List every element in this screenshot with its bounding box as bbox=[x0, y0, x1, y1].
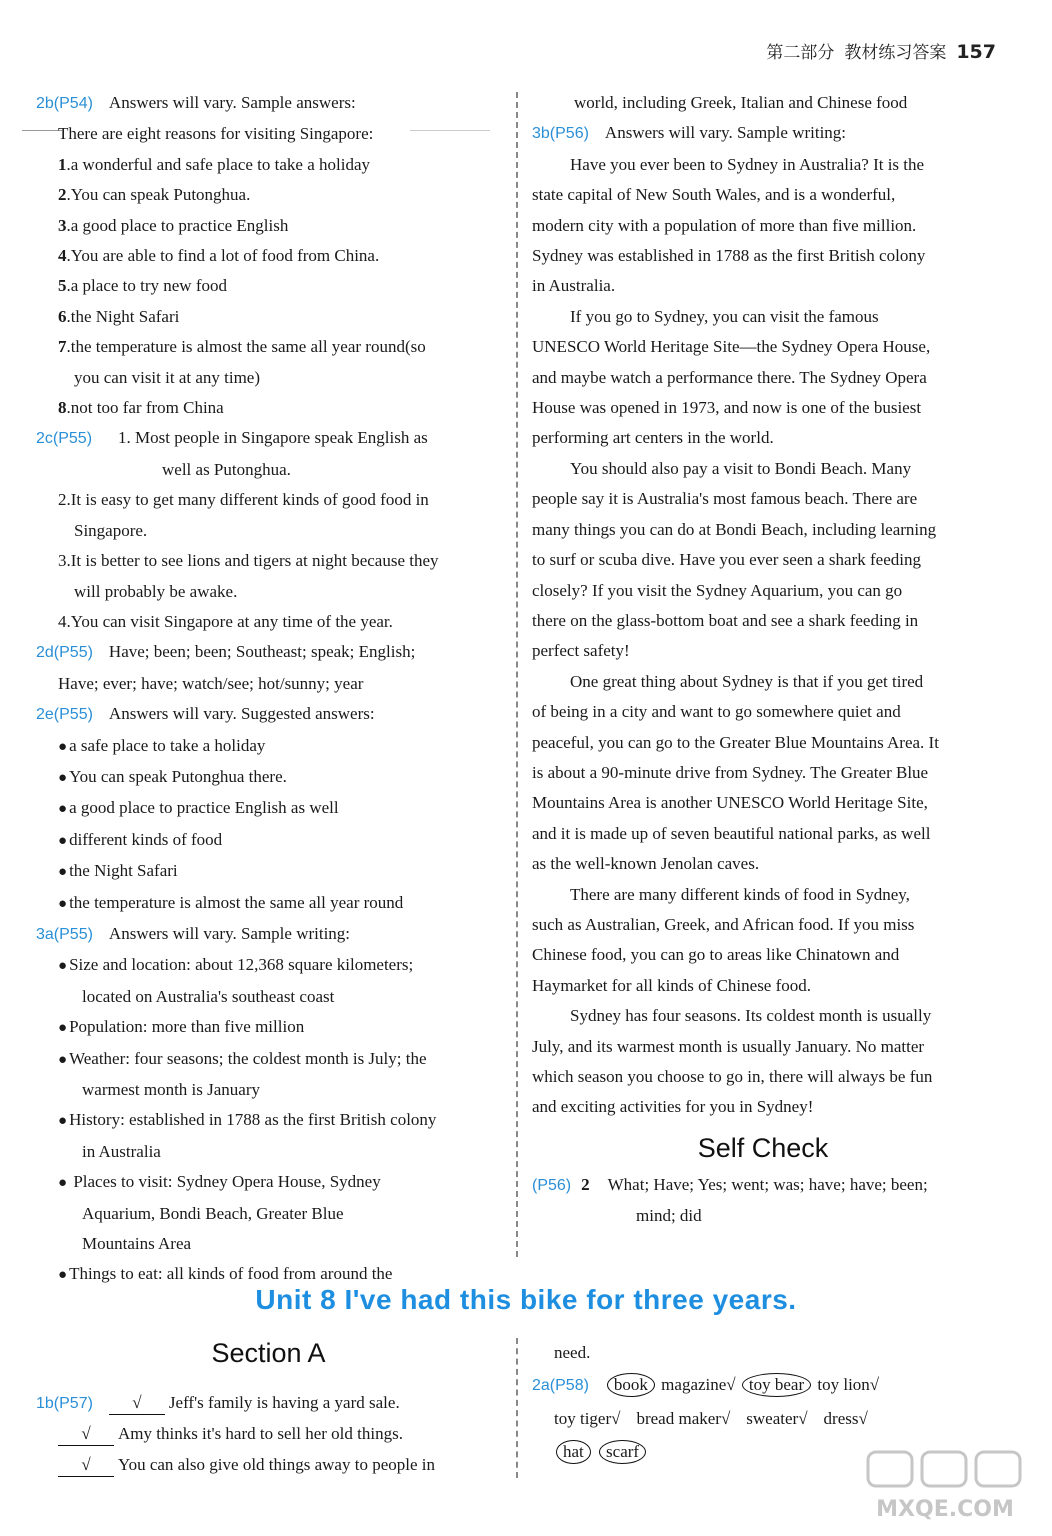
column-divider bbox=[516, 92, 518, 1257]
paragraph bbox=[532, 454, 994, 667]
text-line: House was opened in 1973, and now is one of the busiest bbox=[532, 398, 922, 418]
exercise-1b bbox=[36, 1388, 501, 1480]
text-line: which season you choose to go in, there will always be fun bbox=[532, 1067, 933, 1086]
text-line: Mountains Area is another UNESCO World Heritage Site, bbox=[532, 793, 928, 813]
list-item: 1.a wonderful and safe place to take a holiday bbox=[58, 154, 371, 174]
exercise-tag: 2e(P55) bbox=[36, 706, 93, 724]
answer-continued: world, including Greek, Italian and Chinese food bbox=[574, 93, 908, 112]
bullet-icon: ● bbox=[58, 738, 68, 755]
bullet-item: ● Weather: four seasons; the coldest month is July; the bbox=[58, 1048, 427, 1068]
bullet-icon: ● bbox=[58, 1267, 68, 1284]
exercise-2b-heading bbox=[36, 88, 501, 119]
bullet-icon: ● bbox=[58, 958, 68, 975]
section-title: Section A bbox=[211, 1338, 326, 1368]
text-line: If you go to Sydney, you can visit the famous bbox=[570, 306, 879, 326]
bullet-item-continued: warmest month is January bbox=[82, 1080, 260, 1099]
paragraph bbox=[532, 150, 994, 302]
answer-line: well as Putonghua. bbox=[162, 459, 291, 479]
bullet-icon: ● bbox=[58, 1051, 68, 1068]
bullet-item: ● the temperature is almost the same all year round bbox=[58, 892, 404, 912]
answer-line: Jeff's family is having a yard sale. bbox=[168, 1393, 400, 1412]
bullet-icon: ● bbox=[58, 1113, 68, 1130]
word-list-row bbox=[532, 1368, 994, 1402]
text-line: July, and its warmest month is usually January. No matter bbox=[532, 1036, 925, 1056]
bullet-item-continued: Aquarium, Bondi Beach, Greater Blue bbox=[82, 1203, 344, 1223]
header-section: 第二部分 bbox=[766, 43, 835, 63]
answer-line: Have; been; been; Southeast; speak; English; bbox=[108, 642, 416, 662]
watermark-logo bbox=[860, 1446, 1030, 1526]
bullet-item: ● Size and location: about 12,368 square kilometers; bbox=[58, 955, 414, 975]
bullet-item: ● a good place to practice English as well bbox=[58, 798, 339, 818]
circled-word: scarf bbox=[599, 1440, 646, 1464]
text-line: modern city with a population of more than five million. bbox=[532, 215, 917, 235]
bullet-item: ● Population: more than five million bbox=[58, 1017, 305, 1037]
paragraph bbox=[532, 667, 994, 880]
text-line: many things you can do at Bondi Beach, including learning bbox=[532, 519, 937, 539]
header-subtitle: 教材练习答案 bbox=[844, 43, 947, 63]
text-line: UNESCO World Heritage Site—the Sydney Opera House, bbox=[532, 337, 931, 357]
circled-word: book bbox=[607, 1373, 655, 1397]
answer-line: You can also give old things away to people in bbox=[118, 1454, 435, 1474]
bullet-icon: ● bbox=[58, 864, 68, 881]
answer-line: Amy thinks it's hard to sell her old things. bbox=[118, 1424, 403, 1444]
exercise-tag: 1b(P57) bbox=[36, 1395, 93, 1412]
bullet-icon: ● bbox=[58, 1020, 68, 1037]
bullet-item: ● the Night Safari bbox=[58, 861, 178, 881]
word: sweater√ bbox=[746, 1409, 808, 1429]
exercise-intro: Answers will vary. Sample writing: bbox=[108, 923, 351, 943]
word: dress√ bbox=[823, 1409, 868, 1429]
exercise-lead: There are eight reasons for visiting Singapore: bbox=[58, 124, 374, 144]
bullet-item: ● History: established in 1788 as the first British colony bbox=[58, 1110, 437, 1130]
bullet-icon: ● bbox=[58, 1175, 68, 1192]
text-line: peaceful, you can go to the Greater Blue Mountains Area. It bbox=[532, 732, 939, 752]
text-line: and it is made up of seven beautiful national parks, as well bbox=[532, 823, 931, 843]
column-divider bbox=[516, 1338, 518, 1478]
text-line: and maybe watch a performance there. The Sydney Opera bbox=[532, 367, 927, 387]
bullet-icon: ● bbox=[58, 895, 68, 912]
text-line: there on the glass-bottom boat and see a shark feeding in bbox=[532, 610, 919, 630]
word-list-row bbox=[532, 1402, 994, 1435]
check-mark-icon: √ bbox=[58, 1454, 114, 1477]
bullet-item: ● Places to visit: Sydney Opera House, Sydney bbox=[58, 1172, 381, 1192]
list-item: 3.a good place to practice English bbox=[58, 215, 289, 235]
check-item bbox=[36, 1419, 501, 1449]
text-line: and exciting activities for you in Sydney! bbox=[532, 1097, 814, 1117]
text-line: One great thing about Sydney is that if you get tired bbox=[570, 671, 924, 691]
text-line: closely? If you visit the Sydney Aquarium, you can go bbox=[532, 580, 903, 600]
bullet-icon: ● bbox=[58, 832, 68, 849]
text-line: as the well-known Jenolan caves. bbox=[532, 854, 760, 874]
bullet-item: ● a safe place to take a holiday bbox=[58, 735, 266, 755]
unit-title: Unit 8 I've had this bike for three years. bbox=[255, 1284, 797, 1315]
exercise-2d-heading bbox=[36, 637, 501, 668]
exercise-tag: (P56) bbox=[532, 1176, 572, 1194]
text-line: such as Australian, Greek, and African food. If you miss bbox=[532, 914, 915, 934]
answer-line: 2.It is easy to get many different kinds of good food in bbox=[58, 490, 429, 510]
word: toy tiger√ bbox=[554, 1409, 621, 1429]
circled-word: hat bbox=[556, 1440, 591, 1464]
text-line: to surf or scuba dive. Have you ever seen a shark feeding bbox=[532, 550, 921, 570]
list-item: 8.not too far from China bbox=[58, 398, 224, 418]
list-item: 4.You are able to find a lot of food from China. bbox=[58, 246, 380, 266]
answer-line: 4.You can visit Singapore at any time of the year. bbox=[58, 611, 393, 631]
text-line: Haymarket for all kinds of Chinese food. bbox=[532, 975, 812, 995]
self-check-title: Self Check bbox=[697, 1132, 829, 1163]
text-line: is about a 90-minute drive from Sydney. The Greater Blue bbox=[532, 762, 929, 782]
page-header bbox=[766, 38, 996, 63]
list-item: 2.You can speak Putonghua. bbox=[58, 185, 251, 205]
question-number: 2 bbox=[581, 1174, 590, 1194]
exercise-intro: Answers will vary. Sample answers: bbox=[108, 93, 356, 112]
paragraph bbox=[532, 302, 994, 454]
paragraph bbox=[532, 880, 994, 1002]
exercise-tag: 3b(P56) bbox=[532, 125, 589, 143]
exercise-tag: 2c(P55) bbox=[36, 430, 93, 448]
answer-continued: need. bbox=[554, 1343, 591, 1362]
word: magazine√ bbox=[661, 1375, 736, 1395]
check-item bbox=[36, 1450, 501, 1480]
list-item: 7.the temperature is almost the same all year round(so bbox=[58, 337, 426, 357]
list-item: 5.a place to try new food bbox=[58, 276, 227, 296]
right-column bbox=[532, 88, 994, 1232]
word: toy lion√ bbox=[817, 1375, 880, 1395]
watermark-text: MXQE.COM bbox=[876, 1497, 1014, 1522]
exercise-2e-heading bbox=[36, 699, 501, 730]
answer-line: What; Have; Yes; went; was; have; have; been; bbox=[607, 1174, 928, 1194]
text-line: perfect safety! bbox=[532, 641, 630, 661]
list-item: 6.the Night Safari bbox=[58, 306, 180, 326]
exercise-tag: 3a(P55) bbox=[36, 925, 93, 943]
answer-line: 1. Most people in Singapore speak English as bbox=[118, 428, 428, 448]
text-line: Chinese food, you can go to areas like Chinatown and bbox=[532, 945, 900, 965]
bullet-item-continued: located on Australia's southeast coast bbox=[82, 986, 335, 1006]
text-line: of being in a city and want to go somewhere quiet and bbox=[532, 702, 901, 722]
circled-word: toy bear bbox=[742, 1373, 811, 1397]
text-line: There are many different kinds of food in Sydney, bbox=[570, 884, 910, 904]
exercise-tag: 2b(P54) bbox=[36, 95, 93, 112]
text-line: Have you ever been to Sydney in Australia? It is the bbox=[570, 154, 925, 174]
page-number: 157 bbox=[956, 41, 996, 63]
exercise-3b-heading bbox=[532, 118, 994, 149]
exercise-tag: 2d(P55) bbox=[36, 644, 93, 662]
answer-line: will probably be awake. bbox=[74, 581, 238, 601]
bullet-icon: ● bbox=[58, 801, 68, 818]
answer-line: 3.It is better to see lions and tigers at night because they bbox=[58, 551, 439, 571]
word: bread maker√ bbox=[636, 1409, 731, 1429]
exercise-3a-heading bbox=[36, 919, 501, 950]
text-line: You should also pay a visit to Bondi Beach. Many bbox=[570, 458, 912, 478]
check-mark-icon: √ bbox=[58, 1423, 114, 1446]
check-mark-icon: √ bbox=[109, 1392, 165, 1415]
text-line: Sydney has four seasons. Its coldest month is usually bbox=[570, 1006, 932, 1026]
bullet-item-continued: Mountains Area bbox=[82, 1234, 192, 1254]
bullet-item-continued: in Australia bbox=[82, 1141, 161, 1161]
paragraph bbox=[532, 1001, 994, 1123]
list-item-continued: you can visit it at any time) bbox=[74, 367, 261, 387]
text-line: state capital of New South Wales, and is a wonderful, bbox=[532, 185, 896, 205]
exercise-tag: 2a(P58) bbox=[532, 1377, 589, 1395]
exercise-2c-heading bbox=[36, 423, 501, 454]
check-item bbox=[36, 1388, 501, 1419]
bullet-item: ● You can speak Putonghua there. bbox=[58, 766, 287, 786]
text-line: in Australia. bbox=[532, 276, 616, 296]
answer-line: Have; ever; have; watch/see; hot/sunny; year bbox=[58, 673, 364, 693]
bullet-item: ● Things to eat: all kinds of food from around the bbox=[58, 1264, 393, 1284]
exercise-intro: Answers will vary. Sample writing: bbox=[604, 123, 847, 143]
self-check-answer bbox=[532, 1170, 994, 1201]
text-line: Sydney was established in 1788 as the first British colony bbox=[532, 246, 926, 266]
answer-line: Singapore. bbox=[74, 520, 148, 540]
left-column bbox=[36, 88, 501, 1291]
text-line: performing art centers in the world. bbox=[532, 428, 774, 448]
bullet-icon: ● bbox=[58, 769, 68, 786]
bullet-item: ● different kinds of food bbox=[58, 829, 223, 849]
answer-line: mind; did bbox=[636, 1206, 702, 1226]
exercise-intro: Answers will vary. Suggested answers: bbox=[108, 704, 375, 724]
text-line: people say it is Australia's most famous beach. There are bbox=[532, 489, 918, 509]
